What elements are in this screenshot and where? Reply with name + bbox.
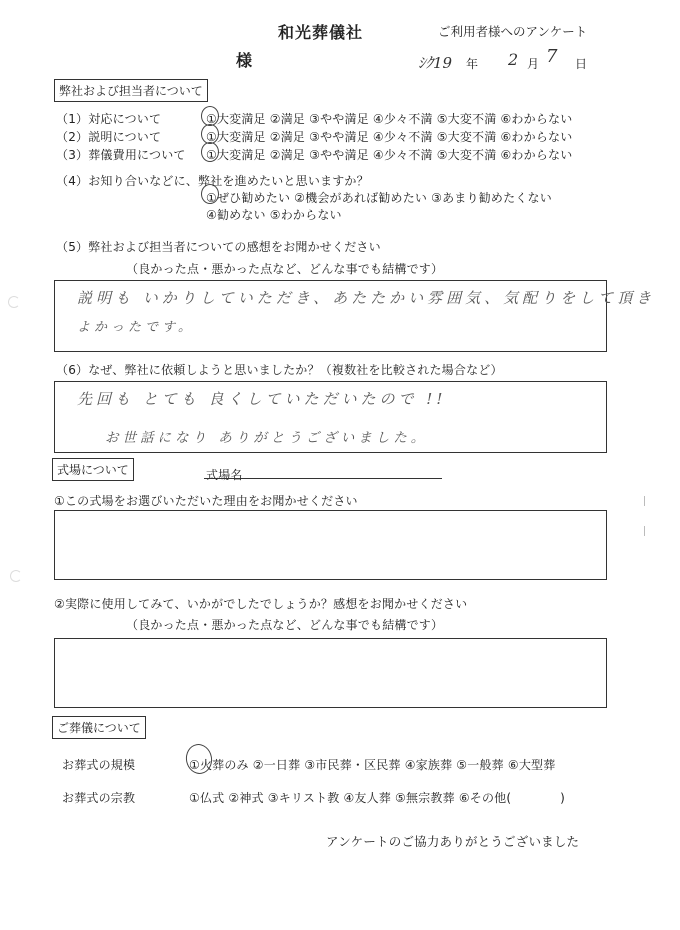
venue-q2-answer-box[interactable] — [54, 638, 607, 708]
q4-options-line2: ④勧めない ⑤わからない — [206, 208, 342, 222]
q3-options: ①大変満足 ②満足 ③やや満足 ④少々不満 ⑤大変不満 ⑥わからない — [206, 148, 573, 162]
q1-label: （1）対応について — [56, 112, 162, 126]
date-month-handwritten: 2 — [508, 50, 519, 69]
funeral-scale-options: ①火葬のみ ②一日葬 ③市民葬・区民葬 ④家族葬 ⑤一般葬 ⑥大型葬 — [189, 758, 556, 772]
date-year-handwritten: ｼｸ19 — [418, 54, 453, 72]
date-year-label: 年 — [466, 57, 479, 71]
funeral-religion-label: お葬式の宗教 — [62, 791, 136, 805]
q5-sub: （良かった点・悪かった点など、どんな事でも結構です） — [126, 262, 444, 276]
venue-name-line[interactable] — [204, 478, 442, 479]
date-month-label: 月 — [527, 57, 540, 71]
q6-answer-line2: お世話になり ありがとうございました。 — [105, 430, 429, 446]
selection-circle-q2 — [201, 124, 219, 144]
q1-options: ①大変満足 ②満足 ③やや満足 ④少々不満 ⑤大変不満 ⑥わからない — [206, 112, 573, 126]
binding-hole-mark — [8, 296, 20, 308]
date-day-handwritten: 7 — [546, 46, 558, 67]
selection-circle-q1 — [201, 106, 219, 126]
binding-hole-mark — [10, 570, 22, 582]
venue-q1-label: ①この式場をお選びいただいた理由をお聞かせください — [54, 494, 358, 508]
margin-mark — [644, 526, 645, 536]
q2-label: （2）説明について — [56, 130, 162, 144]
venue-q2-label: ②実際に使用してみて、いかがでしたでしょうか？感想をお聞かせください — [54, 597, 468, 611]
funeral-religion-options: ①仏式 ②神式 ③キリスト教 ④友人葬 ⑤無宗教葬 ⑥その他( ) — [189, 791, 565, 805]
q3-label: （3）葬儀費用について — [56, 148, 186, 162]
date-day-label: 日 — [575, 57, 588, 71]
funeral-scale-label: お葬式の規模 — [62, 758, 136, 772]
section-heading-venue: 式場について — [52, 458, 134, 481]
q2-options: ①大変満足 ②満足 ③やや満足 ④少々不満 ⑤大変不満 ⑥わからない — [206, 130, 573, 144]
q6-answer-line1: 先回も とても 良くしていただいたので !! — [77, 390, 447, 408]
company-name: 和光葬儀社 — [278, 23, 364, 42]
q4-label: （4）お知り合いなどに、弊社を進めたいと思いますか？ — [56, 174, 369, 188]
selection-circle-q3 — [201, 142, 219, 162]
honorific-label: 様 — [236, 51, 253, 70]
q5-answer-box[interactable] — [54, 280, 656, 352]
survey-title: ご利用者様へのアンケート — [438, 24, 588, 39]
venue-q1-answer-box[interactable] — [54, 510, 607, 580]
thanks-message: アンケートのご協力ありがとうございました — [326, 834, 580, 849]
section-heading-funeral: ご葬儀について — [52, 716, 146, 739]
section-heading-company-staff: 弊社および担当者について — [54, 79, 208, 102]
q5-answer-line1: 説明も いかりしていただき、あたたかい雰囲気、気配りをして頂き — [77, 289, 656, 307]
q5-label: （5）弊社および担当者についての感想をお聞かせください — [56, 240, 381, 254]
venue-name-label: 式場名 — [206, 468, 243, 482]
q4-options-line1: ①ぜひ勧めたい ②機会があれば勧めたい ③あまり勧めたくない — [206, 191, 552, 205]
q6-answer-box[interactable] — [54, 381, 607, 453]
q5-answer-line2: よかったです。 — [77, 320, 195, 335]
q6-label: （6）なぜ、弊社に依頼しようと思いましたか？（複数社を比較された場合など） — [56, 363, 503, 377]
venue-q2-sub: （良かった点・悪かった点など、どんな事でも結構です） — [126, 618, 444, 632]
margin-mark — [644, 496, 645, 506]
